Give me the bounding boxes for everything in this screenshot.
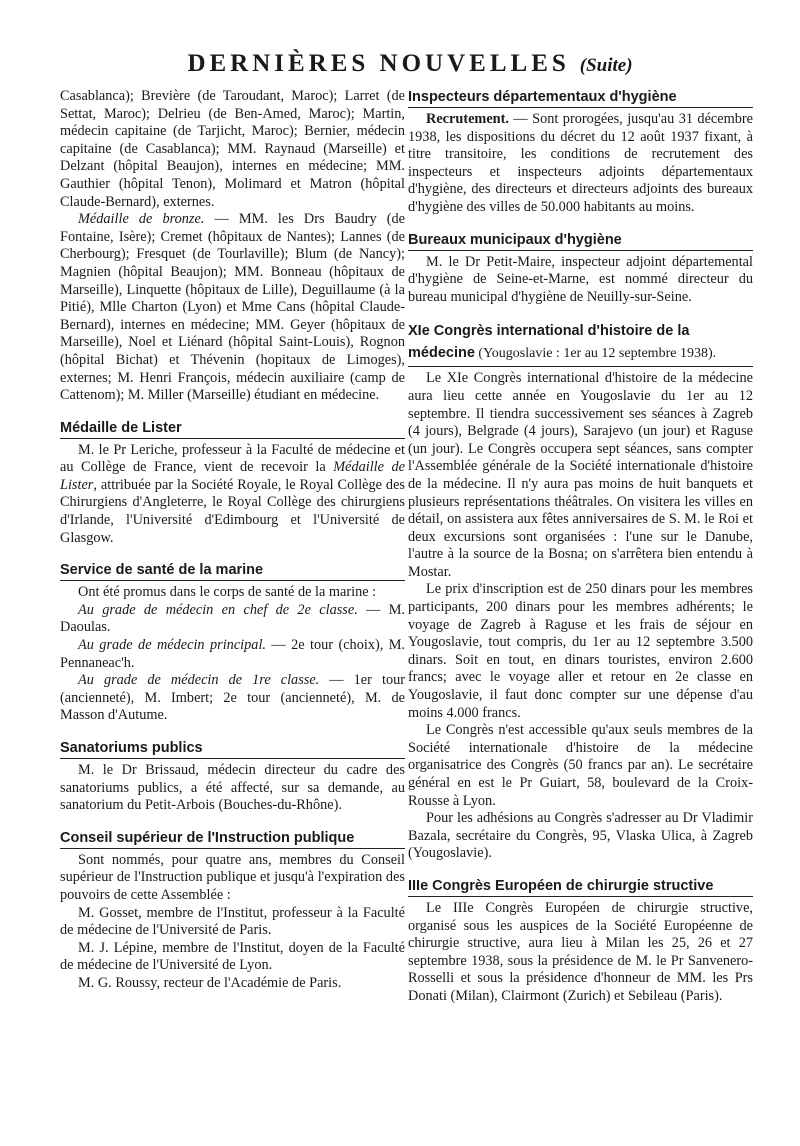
bronze-paragraph [60, 211, 405, 405]
conseil-p2: M. Gosset, membre de l'Institut, professeur à la Faculté de médecine de l'Université de Paris. [60, 904, 405, 939]
marine-grade2 [60, 637, 405, 672]
marine-grade3-text: — 1er tour (ancienneté), M. Imbert; 2e tour (ancienneté), M. de Masson d'Autume. [60, 672, 406, 724]
marine-intro: Ont été promus dans le corps de santé de la marine : [78, 584, 377, 601]
sanatoriums-heading: Sanatoriums publics [60, 739, 405, 759]
bureaux-heading: Bureaux municipaux d'hygiène [408, 231, 753, 251]
conseil-heading: Conseil supérieur de l'Instruction publique [60, 829, 405, 849]
right-column [408, 88, 753, 1006]
lister-paragraph [60, 442, 405, 548]
page-header [60, 50, 760, 78]
congres-chirurgie-heading: IIIe Congrès Européen de chirurgie structive [408, 877, 753, 897]
marine-grade1-title: Au grade de médecin en chef de 2e classe. [78, 601, 358, 618]
inspecteurs-heading: Inspecteurs départementaux d'hygiène [408, 88, 753, 108]
conseil-p4: M. G. Roussy, recteur de l'Académie de Paris. [78, 974, 342, 991]
conseil-p1: Sont nommés, pour quatre ans, membres du Conseil supérieur de l'Instruction publique et jusqu'à l'expiration des pouvoirs de cette Assemblée : [60, 851, 405, 903]
inspecteurs-paragraph [408, 111, 753, 217]
left-column [60, 88, 405, 993]
marine-grade3 [60, 672, 405, 725]
congres-histoire-note: (Yougoslavie : 1er au 12 septembre 1938). [474, 346, 717, 362]
marine-grade2-title: Au grade de médecin principal. [78, 637, 266, 654]
congres-chirurgie-paragraph: Le IIIe Congrès Européen de chirurgie structive, organisé sous les auspices de la Société Européenne de chirurgie structive, aura lieu à Milan les 25, 26 et 27 septembre 1938, sous la présidence de M. le Pr Sanvenero-Rosselli et sous la présidence d'honneur de MM. les Prs Donati (Milan), Clairmont (Zurich) et Sebileau (Paris). [408, 899, 753, 1004]
sanatoriums-paragraph: M. le Dr Brissaud, médecin directeur du cadre des sanatoriums publics, a été affecté, sur sa demande, au sanatorium du Petit-Arbois (Bouches-du-Rhône). [60, 762, 405, 814]
bronze-lead: Médaille de bronze. [78, 211, 205, 228]
conseil-p3: M. J. Lépine, membre de l'Institut, doyen de la Faculté de médecine de l'Université de Lyon. [60, 939, 405, 974]
inspecteurs-lead: Recrutement. [426, 111, 509, 127]
congres-histoire-p1: Le XIe Congrès international d'histoire de la médecine aura lieu cette année en Yougoslavie du 1er au 12 septembre. Il tiendra successivement ses séances à Zagreb (4 jours), Belgrade (4 jours), Sarajevo (un jour) et Raguse (un jour). Le Congrès occupera sept séances, sans compter l'Assemblée générale de la Société internationale d'histoire de la médecine. Il n'y aura pas moins de huit banquets et plusieurs représentations théâtrales. On visitera les villes en détail, on assistera aux fêtes anniversaires de S. M. le Roi et deux excursions sont organisées : l'une sur le Danube, l'autre à la source de la Bosna; on s'arrêtera bien entendu à Mostar. [408, 370, 753, 580]
congres-histoire-heading [408, 320, 753, 367]
congres-histoire-p2: Le prix d'inscription est de 250 dinars pour les membres participants, 200 dinars pour les membres adhérents; le voyage de Zagreb à Raguse et les frais de séjour en Yougoslavie, tout compris, du 1er au 12 septembre 3.500 dinars. Soit en tout, en dinars touristes, environ 2.600 francs; avec le voyage aller et retour en 2e classe en Yougoslavie, il faut donc compter sur une dépense d'au moins 4.000 francs. [408, 581, 753, 721]
marine-heading: Service de santé de la marine [60, 561, 405, 581]
lister-text-italic: Médaille de Lister [60, 459, 405, 493]
congres-histoire-title: XIe Congrès international d'histoire de la médecine [408, 323, 690, 362]
marine-grade1-text: — M. Daoulas. [60, 601, 405, 636]
inspecteurs-text: — Sont prorogées, jusqu'au 31 décembre 1938, les dispositions du décret du 12 août 1937 fixant, à titre transitoire, les conditions de recrutement des inspecteurs et inspecteurs adjoints départementaux d'hygiène, des directeurs et directeurs adjoints des bureaux d'hygiène des villes de 50.000 habitants au moins. [408, 111, 753, 215]
header-suite: (Suite) [579, 55, 633, 76]
lister-heading: Médaille de Lister [60, 419, 405, 439]
congres-histoire-p3: Le Congrès n'est accessible qu'aux seuls membres de la Société internationale d'histoire de la médecine organisatrice des Congrès (50 francs par an). Le secrétaire général en est le Pr Guiart, 58, boulevard de la Croix-Rousse à Lyon. [408, 722, 753, 809]
header-title: DERNIÈRES NOUVELLES [187, 50, 570, 77]
intro-paragraph: Casablanca); Brevière (de Taroudant, Maroc); Larret (de Settat, Maroc); Delrieu (de Ben-Amed, Maroc); Martin, médecin capitaine (de Tarjicht, Maroc); Bernier, médecin capitaine (de Casablanca); MM. Raynaud (Marseille) et Delzant (hôpital Beaujon), internes en médecine; MM. Gauthier (hôpital Tenon), Molimard et Matron (hôpital Claude-Bernard), externes. [60, 88, 405, 210]
congres-histoire-p4: Pour les adhésions au Congrès s'adresser au Dr Vladimir Bazala, secrétaire du Congrès, 95, Vlaska Ulica, à Zagreb (Yougoslavie). [408, 810, 753, 862]
marine-grade2-text: — 2e tour (choix), M. Pennaneac'h. [60, 637, 406, 671]
marine-grade1 [60, 602, 405, 637]
bronze-text: — MM. les Drs Baudry (de Fontaine, Isère); Cremet (hôpitaux de Nantes); Lannes (de Cherbourg); Fresquet (de Tourlaville); Blum (de Nancy); Magnien (hôpital Beaujon); MM. Bonneau (hôpitaux de Marseille), Linquette (hôpitaux de Lille), Deguillaume (à la Pitié), Mlle Charton (Lyon) et Mme Cans (hôpital Claude-Bernard), internes en médecine; MM. Geyer (hôpitaux de Marseille), Noel et Liénard (hôpital Saint-Louis), Rognon (hôpital Bichat) et Thévenin (hopitaux de Limoges), externes; M. Henri François, médecin auxiliaire (camp de Cattenom); M. Miller (Marseille) étudiant en médecine. [60, 211, 406, 404]
lister-text-b: , attribuée par la Société Royale, le Royal Collège des Chirurgiens d'Angleterre, le Royal Collège des chirurgiens d'Irlande, l'Université d'Edimbourg et l'Université de Glasgow. [60, 476, 405, 546]
bureaux-paragraph: M. le Dr Petit-Maire, inspecteur adjoint départemental d'hygiène de Seine-et-Marne, est nommé directeur du bureau municipal d'hygiène de Neuilly-sur-Seine. [408, 253, 753, 305]
lister-text-a: M. le Pr Leriche, professeur à la Faculté de médecine et au Collège de France, vient de recevoir la [60, 441, 405, 476]
marine-grade3-title: Au grade de médecin de 1re classe. [78, 672, 320, 689]
